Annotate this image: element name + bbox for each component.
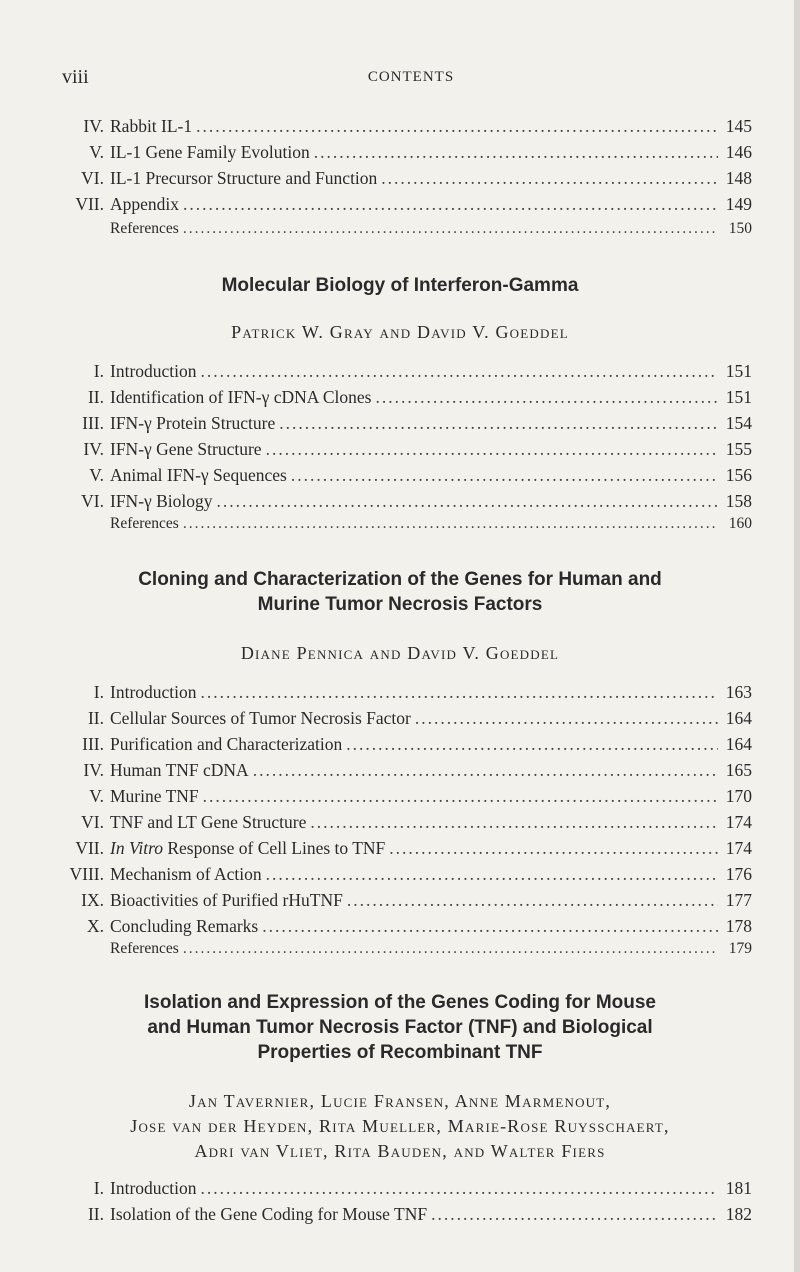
toc-title: Introduction [110,682,197,702]
toc-entry [62,682,752,706]
toc-entry [62,760,752,784]
leader-dots [183,220,718,238]
toc-page: 151 [725,361,752,381]
toc-page: 150 [728,220,752,237]
toc-number: I. [93,361,104,381]
toc-page: 178 [725,916,752,936]
leader-dots [183,194,718,215]
toc-entry [62,387,752,411]
chapter-authors: Diane Pennica and David V. Goeddel [240,643,560,663]
toc-number: I. [93,1178,104,1198]
toc-number: VI. [81,812,104,832]
toc-title: Animal IFN-γ Sequences [110,465,287,485]
toc-references [62,940,752,964]
toc-title: Appendix [110,194,180,214]
toc-entry [62,812,752,836]
leader-dots [314,142,718,163]
toc-title: IL-1 Precursor Structure and Function [110,168,378,188]
toc-entry [62,708,752,732]
toc-entry [62,413,752,437]
toc-title: IFN-γ Biology [110,491,213,511]
toc-title: IL-1 Gene Family Evolution [110,142,310,162]
toc-number: IV. [83,760,104,780]
toc-number: IX. [81,890,104,910]
toc-page: 154 [725,413,752,433]
toc-number: VI. [81,491,104,511]
toc-number: VII. [75,838,104,858]
toc-entry [62,168,752,192]
toc-number: VI. [81,168,104,188]
toc-number: III. [82,734,104,754]
toc-title: Mechanism of Action [110,864,262,884]
toc-title: Introduction [110,1178,197,1198]
page-edge [794,0,800,1272]
folio: viii [62,66,89,88]
toc-title [110,838,385,859]
toc-entry [62,786,752,810]
toc-title: References [110,940,179,957]
leader-dots [183,515,718,533]
toc-page: 177 [725,890,752,910]
leader-dots [375,387,718,408]
chapter-authors: Patrick W. Gray and David V. Goeddel [231,322,569,342]
leader-dots [415,708,718,729]
toc-entry [62,916,752,940]
toc-page: 155 [725,439,752,459]
leader-dots [203,786,718,807]
toc-page: 174 [725,838,752,858]
toc-entry [62,864,752,888]
toc-title: Purification and Characterization [110,734,343,754]
toc-entry [62,838,752,862]
toc-page: 149 [725,194,752,214]
toc-page: 163 [725,682,752,702]
toc-title: Cellular Sources of Tumor Necrosis Factor [110,708,411,728]
toc-page: 176 [725,864,752,884]
toc-title-rest: Response of Cell Lines to TNF [162,838,386,858]
toc-page: 179 [728,940,752,957]
leader-dots [201,361,718,382]
leader-dots [266,864,718,885]
toc-number: II. [87,387,104,407]
leader-dots [196,116,718,137]
toc-title: Human TNF cDNA [110,760,249,780]
leader-dots [183,940,718,958]
toc-entry [62,1178,752,1202]
author-line: Adri van Vliet, Rita Bauden, and Walter Fiers [194,1141,606,1161]
toc-title: Concluding Remarks [110,916,259,936]
leader-dots [279,413,718,434]
chapter-title-line: and Human Tumor Necrosis Factor (TNF) and Biological [147,1017,653,1038]
toc-number: II. [87,708,104,728]
page-header [62,66,760,90]
toc-entry [62,465,752,489]
toc-entry [62,1204,752,1228]
toc-title: References [110,220,179,237]
author-line: Jose van der Heyden, Rita Mueller, Marie-Rose Ruysschaert, [130,1116,670,1136]
toc-entry [62,116,752,140]
toc-title: IFN-γ Protein Structure [110,413,276,433]
toc-title: TNF and LT Gene Structure [110,812,307,832]
toc-page: 158 [725,491,752,511]
leader-dots [310,812,718,833]
leader-dots [266,439,718,460]
toc-page: 182 [725,1204,752,1224]
toc-page: 165 [725,760,752,780]
toc-page: 170 [725,786,752,806]
toc-entry [62,491,752,515]
toc-number: II. [87,1204,104,1224]
leader-dots [291,465,718,486]
toc-entry [62,142,752,166]
leader-dots [346,734,718,755]
toc-entry [62,194,752,218]
chapter-title-line: Properties of Recombinant TNF [257,1042,543,1063]
toc-page: 160 [728,515,752,532]
toc-number: IV. [83,439,104,459]
toc-number: V. [89,142,104,162]
toc-page: 181 [725,1178,752,1198]
toc-page: 146 [725,142,752,162]
toc-page: 145 [725,116,752,136]
toc-entry [62,361,752,385]
toc-number: VII. [75,194,104,214]
toc-number: I. [93,682,104,702]
toc-title-italic: In Vitro [110,838,163,858]
leader-dots [201,1178,718,1199]
leader-dots [431,1204,718,1225]
running-head: CONTENTS [367,69,455,85]
chapter-title [60,990,740,1065]
toc-title: Bioactivities of Purified rHuTNF [110,890,343,910]
chapter-authors [60,1089,740,1164]
leader-dots [389,838,718,859]
chapter-title-line: Murine Tumor Necrosis Factors [257,594,543,615]
toc-number: III. [82,413,104,433]
toc-page: 164 [725,734,752,754]
leader-dots [262,916,718,937]
toc-page: 151 [725,387,752,407]
author-line: Jan Tavernier, Lucie Fransen, Anne Marmenout, [188,1091,612,1111]
toc-page: 148 [725,168,752,188]
toc-entry [62,439,752,463]
toc-number: V. [89,786,104,806]
chapter-title: Molecular Biology of Interferon-Gamma [221,275,579,296]
toc-title: Introduction [110,361,197,381]
leader-dots [347,890,718,911]
chapter-title-line: Isolation and Expression of the Genes Coding for Mouse [144,992,656,1013]
toc-title: Murine TNF [110,786,199,806]
toc-page: 156 [725,465,752,485]
toc-references [62,515,752,539]
toc-number: IV. [83,116,104,136]
toc-title: Identification of IFN-γ cDNA Clones [110,387,372,407]
chapter-title-line: Cloning and Characterization of the Genes for Human and [138,569,662,590]
toc-page: 174 [725,812,752,832]
leader-dots [217,491,718,512]
toc-references [62,220,752,244]
toc-entry [62,890,752,914]
toc-title: Isolation of the Gene Coding for Mouse TNF [110,1204,428,1224]
toc-number: X. [86,916,104,936]
chapter-title [60,567,740,617]
leader-dots [381,168,718,189]
toc-title: Rabbit IL-1 [110,116,193,136]
leader-dots [201,682,718,703]
leader-dots [253,760,718,781]
toc-title: References [110,515,179,532]
toc-page: 164 [725,708,752,728]
toc-number: VIII. [69,864,104,884]
toc-title: IFN-γ Gene Structure [110,439,262,459]
toc-number: V. [89,465,104,485]
toc-entry [62,734,752,758]
